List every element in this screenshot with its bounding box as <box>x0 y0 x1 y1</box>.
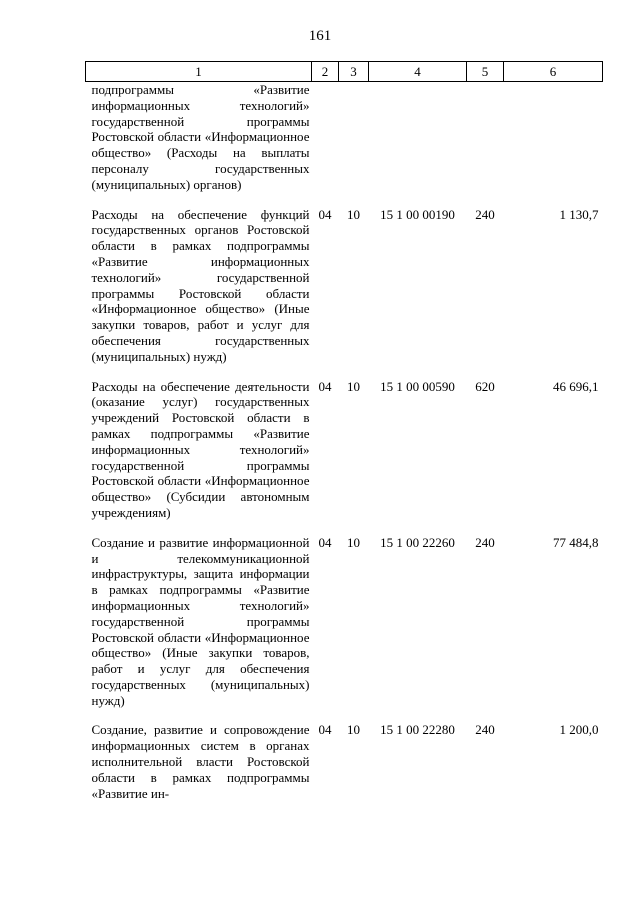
row-amount: 1 200,0 <box>559 722 599 738</box>
table-row <box>86 708 603 801</box>
row-target-article: 15 1 00 22280 <box>380 722 455 738</box>
row-amount <box>504 82 603 193</box>
row-section: 10 <box>347 206 360 222</box>
row-section: 10 <box>347 722 360 738</box>
column-header-4: 4 <box>369 62 467 82</box>
row-ministry: 04 <box>318 722 332 738</box>
row-amount: 77 484,8 <box>553 534 599 550</box>
table-row <box>86 193 603 365</box>
row-expense-type: 240 <box>475 534 495 550</box>
row-description: Создание, развитие и сопровождение информационных систем в органах исполнительной власти Ростовской области в рамках подпрограммы «Развитие ин- <box>91 722 310 801</box>
row-target-article: 15 1 00 00190 <box>380 206 455 222</box>
row-target-article: 15 1 00 00590 <box>380 378 455 394</box>
table-row <box>86 82 603 193</box>
row-ministry: 04 <box>318 206 332 222</box>
row-description: Расходы на обеспечение деятельности (оказание услуг) государственных учреждений Ростовской области в рамках подпрограммы «Развитие информационных технологий» государственной программы Ростовской области «Информационное общество» (Субсидии автономным учреждениям) <box>91 378 310 520</box>
row-expense-type: 240 <box>475 722 495 738</box>
page-number: 161 <box>308 28 332 44</box>
row-ministry: 04 <box>318 378 332 394</box>
table-row <box>86 365 603 521</box>
row-ministry <box>312 82 339 193</box>
row-expense-type: 620 <box>475 378 495 394</box>
row-description: Расходы на обеспечение функций государственных органов Ростовской области в рамках подпрограммы «Развитие информационных технологий» государственной программы Ростовской области «Информационное общество» (Иные закупки товаров, работ и услуг для обеспечения государственных (муниципальных) нужд) <box>91 206 310 364</box>
column-header-1: 1 <box>86 62 312 82</box>
row-expense-type <box>467 82 504 193</box>
table-header-row <box>86 62 603 82</box>
row-target-article <box>369 82 467 193</box>
row-expense-type: 240 <box>475 206 495 222</box>
column-header-5: 5 <box>467 62 504 82</box>
row-description: подпрограммы «Развитие информационных технологий» государственной программы Ростовской области «Информационное общество» (Расходы на выплаты персоналу государственных (муниципальных) органов) <box>91 82 310 192</box>
row-section: 10 <box>347 534 360 550</box>
column-header-6: 6 <box>504 62 603 82</box>
row-section: 10 <box>347 378 360 394</box>
row-ministry: 04 <box>318 534 332 550</box>
table-row <box>86 521 603 709</box>
row-amount: 1 130,7 <box>559 206 599 222</box>
row-description: Создание и развитие информационной и телекоммуникационной инфраструктуры, защита информации в рамках подпрограммы «Развитие информационных технологий» государственной программы Ростовской области «Информационное общество» (Иные закупки товаров, работ и услуг для обеспечения государственных (муниципальных) нужд) <box>91 534 310 708</box>
column-header-3: 3 <box>339 62 369 82</box>
row-amount: 46 696,1 <box>553 378 599 394</box>
row-target-article: 15 1 00 22260 <box>380 534 455 550</box>
row-section <box>339 82 369 193</box>
column-header-2: 2 <box>312 62 339 82</box>
budget-table <box>85 61 603 801</box>
